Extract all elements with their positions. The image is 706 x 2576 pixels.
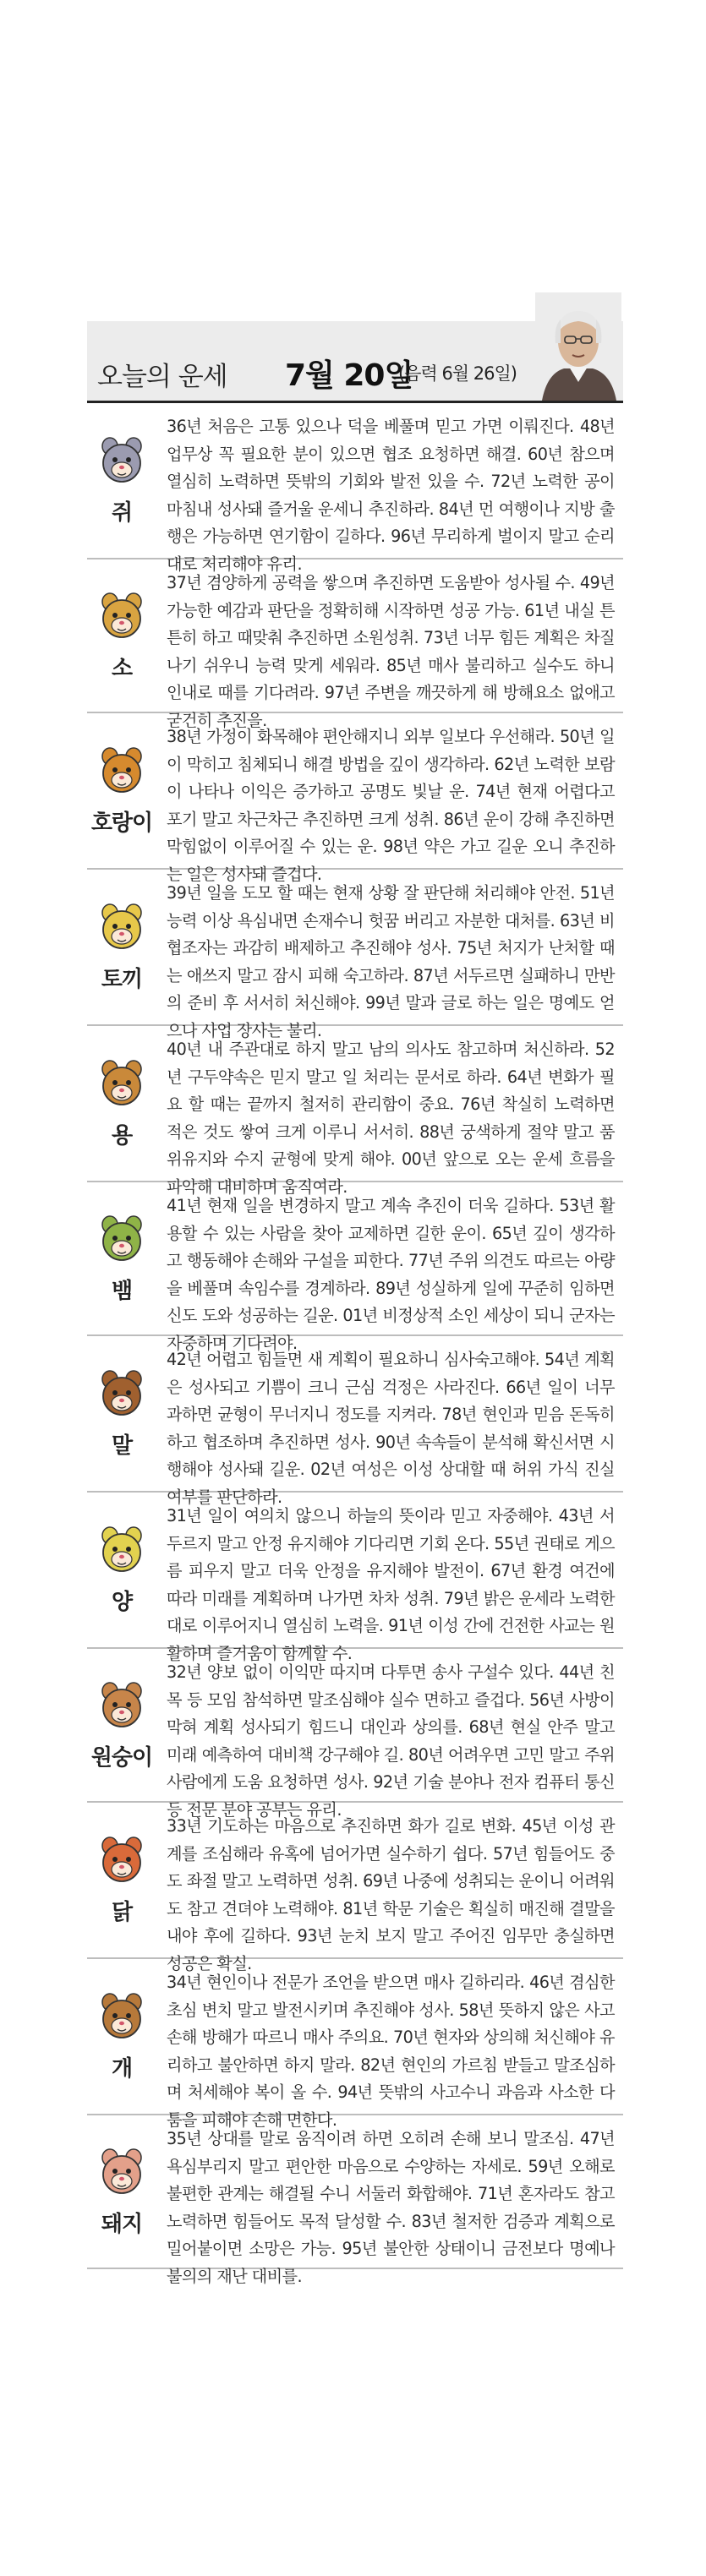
zodiac-animal — [87, 1959, 156, 2114]
zodiac-row — [87, 1959, 623, 2130]
fortune-panel — [87, 321, 623, 2286]
zodiac-row — [87, 1649, 623, 1820]
zodiac-row — [87, 559, 623, 730]
zodiac-row — [87, 1336, 623, 1507]
zodiac-name: 양 — [111, 1590, 133, 1615]
zodiac-name: 닭 — [111, 1900, 133, 1925]
fortune-text: 37년 겸양하게 공력을 쌓으며 추진하면 도움받아 성사될 수. 49년 가능한 예감과 판단을 정확히해 시작하면 성공 가능. 61년 내실 튼튼히 하고 때맞춰 추진하면 소원성취. 73년 너무 힘든 계획은 차질 나기 쉬우니 능력 맞게 세워라. 85년 매사 불리하고 실수도 하니 인내로 때를 기다려라. 97년 주변을 깨끗하게 해 방해요소 없애고 굳건히 추진을. — [167, 573, 615, 730]
zodiac-animal — [87, 1803, 156, 1957]
ox-icon — [98, 590, 145, 646]
lunar-date-label: (음력 6월 26일) — [398, 363, 517, 384]
zodiac-name: 쥐 — [111, 500, 133, 526]
zodiac-row — [87, 1026, 623, 1197]
zodiac-name: 토끼 — [101, 967, 143, 992]
zodiac-name: 돼지 — [101, 2211, 143, 2237]
zodiac-row — [87, 1803, 623, 1973]
portrait-icon — [535, 292, 621, 401]
horse-icon — [98, 1367, 145, 1423]
zodiac-row — [87, 1493, 623, 1663]
zodiac-name: 소 — [111, 655, 133, 681]
zodiac-name: 뱀 — [111, 1278, 133, 1304]
header — [87, 321, 623, 403]
zodiac-animal — [87, 1182, 156, 1334]
sheep-icon — [98, 1524, 145, 1580]
fortune-text: 38년 가정이 화목해야 편안해지니 외부 일보다 우선해라. 50년 일이 막히고 침체되니 해결 방법을 깊이 생각하라. 62년 노력한 보람이 나타나 이익은 증가하고 공명도 빛날 운. 74년 현재 어렵다고 포기 말고 차근차근 추진하면 크게 성취. 86년 운이 강해 추진하면 막힘없이 이루어질 수 있는 운. 98년 약은 가고 길운 오니 추진하는 일은 성사돼 즐겁다. — [167, 727, 615, 884]
zodiac-animal — [87, 1493, 156, 1647]
monkey-icon — [98, 1679, 145, 1735]
zodiac-row — [87, 870, 623, 1040]
fortune-text: 34년 현인이나 전문가 조언을 받으면 매사 길하리라. 46년 겸심한 초심 변치 말고 발전시키며 추진해야 성사. 58년 뜻하지 않은 사고 손해 방해가 따르니 매사 주의요. 70년 현자와 상의해 처신해야 유리하고 불안하면 하지 말라. 82년 현인의 가르침 받들고 말조심하며 처세해야 복이 올 수. 94년 뜻밖의 사고수니 과음과 사소한 다툼을 피해야 손해 면한다. — [167, 1973, 615, 2130]
fortune-text: 42년 어렵고 힘들면 새 계획이 필요하니 심사숙고해야. 54년 계획은 성사되고 기쁨이 크니 근심 걱정은 사라진다. 66년 일이 너무 과하면 균형이 무너지니 정도를 지켜라. 78년 현인과 믿음 돈독히 하고 협조하며 추진하면 성사. 90년 속속들이 분석해 확신서면 시행해야 성사돼 길운. 02년 여성은 이성 상대할 때 허위 가식 진실 여부를 판단하라. — [167, 1350, 615, 1507]
zodiac-list — [87, 403, 623, 2286]
fortune-text: 40년 내 주관대로 하지 말고 남의 의사도 참고하며 처신하라. 52년 구두약속은 믿지 말고 일 처리는 문서로 하라. 64년 변화가 필요 할 때는 끝까지 철저히 관리함이 중요. 76년 착실히 노력하면 적은 것도 쌓여 크게 이루니 서서히. 88년 궁색하게 절약 말고 품위유지와 수지 균형에 맞게 해야. 00년 앞으로 오는 운세 흐름을 파악해 대비하며 움직여라. — [167, 1040, 615, 1197]
rooster-icon — [98, 1834, 145, 1890]
zodiac-name: 호랑이 — [90, 810, 153, 836]
zodiac-animal — [87, 1336, 156, 1491]
zodiac-animal — [87, 1649, 156, 1801]
zodiac-animal — [87, 870, 156, 1024]
zodiac-row — [87, 403, 623, 574]
pig-icon — [98, 2146, 145, 2202]
zodiac-name: 원숭이 — [90, 1744, 153, 1771]
snake-icon — [98, 1213, 145, 1269]
zodiac-row — [87, 713, 623, 884]
date-label: 7월 20일 — [285, 358, 413, 393]
tiger-icon — [98, 745, 145, 800]
dragon-icon — [98, 1057, 145, 1113]
zodiac-animal — [87, 713, 156, 868]
fortune-text: 32년 양보 없이 이익만 따지며 다투면 송사 구설수 있다. 44년 친목 등 모임 참석하면 말조심해야 실수 면하고 즐겁다. 56년 사방이 막혀 계획 성사되기 힘드니 대인과 상의를. 68년 현실 안주 말고 미래 예측하여 대비책 강구해야 길. 80년 어려우면 고민 말고 주위 사람에게 도움 요청하면 성사. 92년 기술 분야나 전자 컴퓨터 통신 등 전문 분야 공부는 유리. — [167, 1662, 615, 1820]
zodiac-animal — [87, 1026, 156, 1181]
page-title: 오늘의 운세 — [97, 362, 227, 392]
zodiac-row — [87, 1182, 623, 1353]
zodiac-name: 용 — [111, 1123, 133, 1149]
fortune-text: 39년 일을 도모 할 때는 현재 상황 잘 판단해 처리해야 안전. 51년 능력 이상 욕심내면 손재수니 헛꿈 버리고 자분한 대처를. 63년 비협조자는 과감히 배제하고 추진해야 성사. 75년 처지가 난처할 때는 애쓰지 말고 잠시 피해 숙고하라. 87년 서두르면 실패하니 만반의 준비 후 서서히 처신해야. 99년 말과 글로 하는 일은 명예도 얻으나 사업 장사는 불리. — [167, 883, 615, 1040]
fortune-text: 33년 기도하는 마음으로 추진하면 화가 길로 변화. 45년 이성 관계를 조심해라 유혹에 넘어가면 실수하기 쉽다. 57년 힘들어도 중도 좌절 말고 노력하면 성취. 69년 나중에 성취되는 운이니 어려워도 참고 견뎌야 노력해야. 81년 학문 기술은 획실히 매진해 결말을 내야 후에 길하다. 93년 눈치 보지 말고 주어진 임무만 충실하면 성공은 확실. — [167, 1816, 615, 1973]
zodiac-name: 개 — [111, 2056, 133, 2082]
zodiac-row — [87, 2115, 623, 2286]
fortune-text: 36년 처음은 고통 있으나 덕을 베풀며 믿고 가면 이뤄진다. 48년 업무상 꼭 필요한 분이 있으면 협조 요청하면 해결. 60년 참으며 열심히 노력하면 뜻밖의 기회와 발전 있을 수. 72년 노력한 공이 마침내 성사돼 즐거울 운세니 추진하라. 84년 먼 여행이나 지방 출행은 가능하면 연기함이 길하다. 96년 무리하게 벌이지 말고 순리대로 처리해야 유리. — [167, 417, 615, 574]
zodiac-animal — [87, 559, 156, 712]
fortune-text: 31년 일이 여의치 않으니 하늘의 뜻이라 믿고 자중해야. 43년 서두르지 말고 안정 유지해야 기다리면 기회 온다. 55년 권태로 게으름 피우지 말고 더욱 안정을 유지해야 발전이. 67년 환경 여건에 따라 미래를 계획하며 나가면 차차 성취. 79년 밝은 운세라 노력한 대로 이루어지니 열심히 노력을. 91년 이성 간에 건전한 사교는 원활하며 즐거움이 함께할 수. — [167, 1506, 615, 1663]
fortune-text: 35년 상대를 말로 움직이려 하면 오히려 손해 보니 말조심. 47년 욕심부리지 말고 편안한 마음으로 수양하는 자세로. 59년 오해로 불편한 관계는 해결될 수니 서둘러 화합해야. 71년 혼자라도 참고 노력하면 힘들어도 목적 달성할 수. 83년 철저한 검증과 계획으로 밀어붙이면 소망은 가능. 95년 불안한 상태이니 금전보다 명예나 불의의 재난 대비를. — [167, 2129, 615, 2286]
fortune-text: 41년 현재 일을 변경하지 말고 계속 추진이 더욱 길하다. 53년 활용할 수 있는 사람을 찾아 교제하면 길한 운이. 65년 깊이 생각하고 행동해야 손해와 구설을 피한다. 77년 주위 의견도 따르는 아량을 베풀며 속임수를 경계하라. 89년 성실하게 일에 꾸준히 임하면 신도 도와 성공하는 길운. 01년 비정상적 소인 세상이 되니 군자는 자중하며 기다려야. — [167, 1196, 615, 1353]
rabbit-icon — [98, 901, 145, 957]
zodiac-animal — [87, 403, 156, 558]
zodiac-name: 말 — [111, 1433, 133, 1459]
rat-icon — [98, 434, 145, 490]
zodiac-animal — [87, 2115, 156, 2268]
dog-icon — [98, 1990, 145, 2046]
